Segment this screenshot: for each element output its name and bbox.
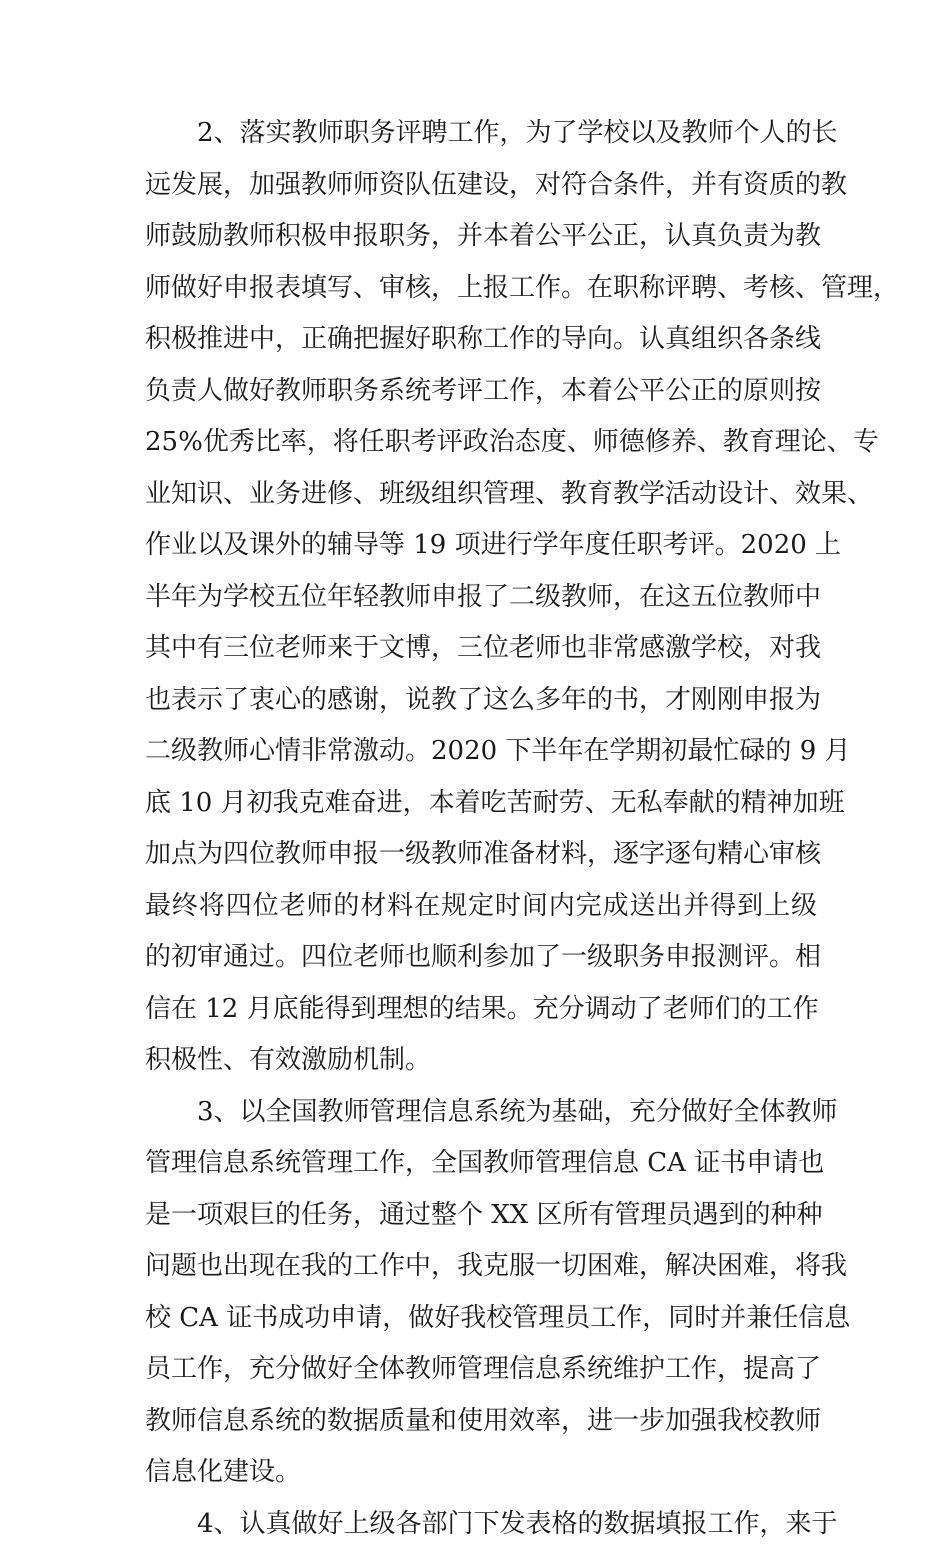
- text-line: 远发展，加强教师师资队伍建设，对符合条件，并有资质的教: [145, 160, 817, 212]
- text-line: 3、以全国教师管理信息系统为基础，充分做好全体教师: [145, 1087, 817, 1139]
- text-line: 半年为学校五位年轻教师申报了二级教师，在这五位教师中: [145, 572, 817, 624]
- text-line: 管理信息系统管理工作，全国教师管理信息 CA 证书申请也: [145, 1138, 817, 1190]
- text-line: 积极性、有效激励机制。: [145, 1035, 817, 1087]
- text-line: 信在 12 月底能得到理想的结果。充分调动了老师们的工作: [145, 984, 817, 1036]
- text-line: 师做好申报表填写、审核，上报工作。在职称评聘、考核、管理，: [145, 263, 817, 315]
- text-line: 信息化建设。: [145, 1447, 817, 1499]
- text-line: 教师信息系统的数据质量和使用效率，进一步加强我校教师: [145, 1396, 817, 1448]
- text-line: 积极推进中，正确把握好职称工作的导向。认真组织各条线: [145, 314, 817, 366]
- text-line: 底 10 月初我克难奋进，本着吃苦耐劳、无私奉献的精神加班: [145, 778, 817, 830]
- text-line: 的初审通过。四位老师也顺利参加了一级职务申报测评。相: [145, 932, 817, 984]
- text-line: 员工作，充分做好全体教师管理信息系统维护工作，提高了: [145, 1344, 817, 1396]
- paragraph-3: [145, 1087, 817, 1499]
- text-line: 师鼓励教师积极申报职务，并本着公平公正，认真负责为教: [145, 211, 817, 263]
- text-line: 其中有三位老师来于文博，三位老师也非常感激学校，对我: [145, 623, 817, 675]
- text-line: 二级教师心情非常激动。2020 下半年在学期初最忙碌的 9 月: [145, 726, 817, 778]
- paragraph-2: [145, 108, 817, 1087]
- text-line: 作业以及课外的辅导等 19 项进行学年度任职考评。2020 上: [145, 520, 817, 572]
- text-line: 校 CA 证书成功申请，做好我校管理员工作，同时并兼任信息: [145, 1293, 817, 1345]
- text-line: 最终将四位老师的材料在规定时间内完成送出并得到上级: [145, 881, 817, 933]
- paragraph-4: [145, 1499, 817, 1550]
- text-line: 问题也出现在我的工作中，我克服一切困难，解决困难，将我: [145, 1241, 817, 1293]
- text-line: 加点为四位教师申报一级教师准备材料，逐字逐句精心审核: [145, 829, 817, 881]
- text-line: 是一项艰巨的任务，通过整个 XX 区所有管理员遇到的种种: [145, 1190, 817, 1242]
- document-body: [145, 108, 817, 1550]
- text-line: 2、落实教师职务评聘工作，为了学校以及教师个人的长: [145, 108, 817, 160]
- text-line: 也表示了衷心的感谢，说教了这么多年的书，才刚刚申报为: [145, 675, 817, 727]
- text-line: 4、认真做好上级各部门下发表格的数据填报工作，来于: [145, 1499, 817, 1550]
- text-line: 负责人做好教师职务系统考评工作，本着公平公正的原则按: [145, 366, 817, 418]
- text-line: 业知识、业务进修、班级组织管理、教育教学活动设计、效果、: [145, 469, 817, 521]
- text-line: 25%优秀比率，将任职考评政治态度、师德修养、教育理论、专: [145, 417, 817, 469]
